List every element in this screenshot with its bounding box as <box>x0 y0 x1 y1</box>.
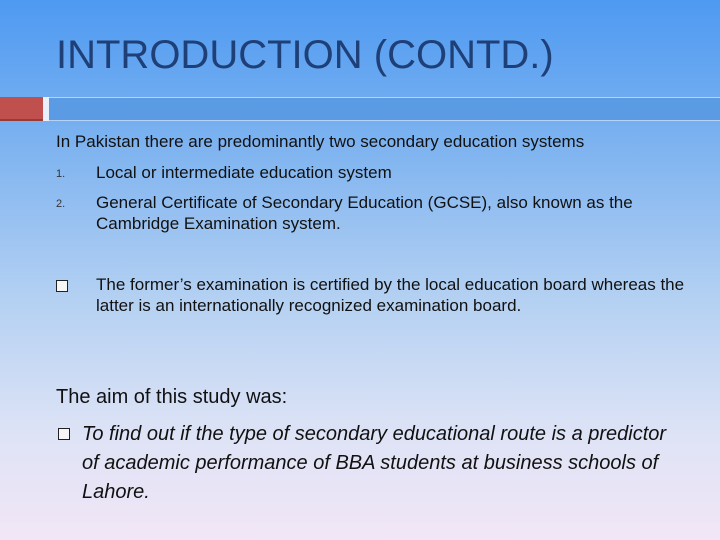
accent-bar-gap <box>43 97 49 121</box>
accent-bar-blue <box>43 97 720 121</box>
checkbox-bullet-icon <box>56 280 68 292</box>
intro-text: In Pakistan there are predominantly two secondary education systems <box>56 132 585 151</box>
slide-title: INTRODUCTION (CONTD.) <box>56 33 554 77</box>
list-number-1: 1. <box>56 168 66 180</box>
note-text: The former’s examination is certified by the local education board whereas the latter is an internationally recognized examination board. <box>96 275 685 315</box>
aim-heading: The aim of this study was: <box>56 386 288 408</box>
aim-text: To find out if the type of secondary educational route is a predictor of academic performance of BBA students at business schools of Lahore. <box>82 423 667 503</box>
list-item-2: General Certificate of Secondary Education (GCSE), also known as the Cambridge Examination system. <box>96 193 633 233</box>
accent-bar-red <box>0 97 43 121</box>
checkbox-bullet-icon <box>58 428 70 440</box>
list-number-2: 2. <box>56 198 66 210</box>
list-item-1: Local or intermediate education system <box>96 163 392 182</box>
